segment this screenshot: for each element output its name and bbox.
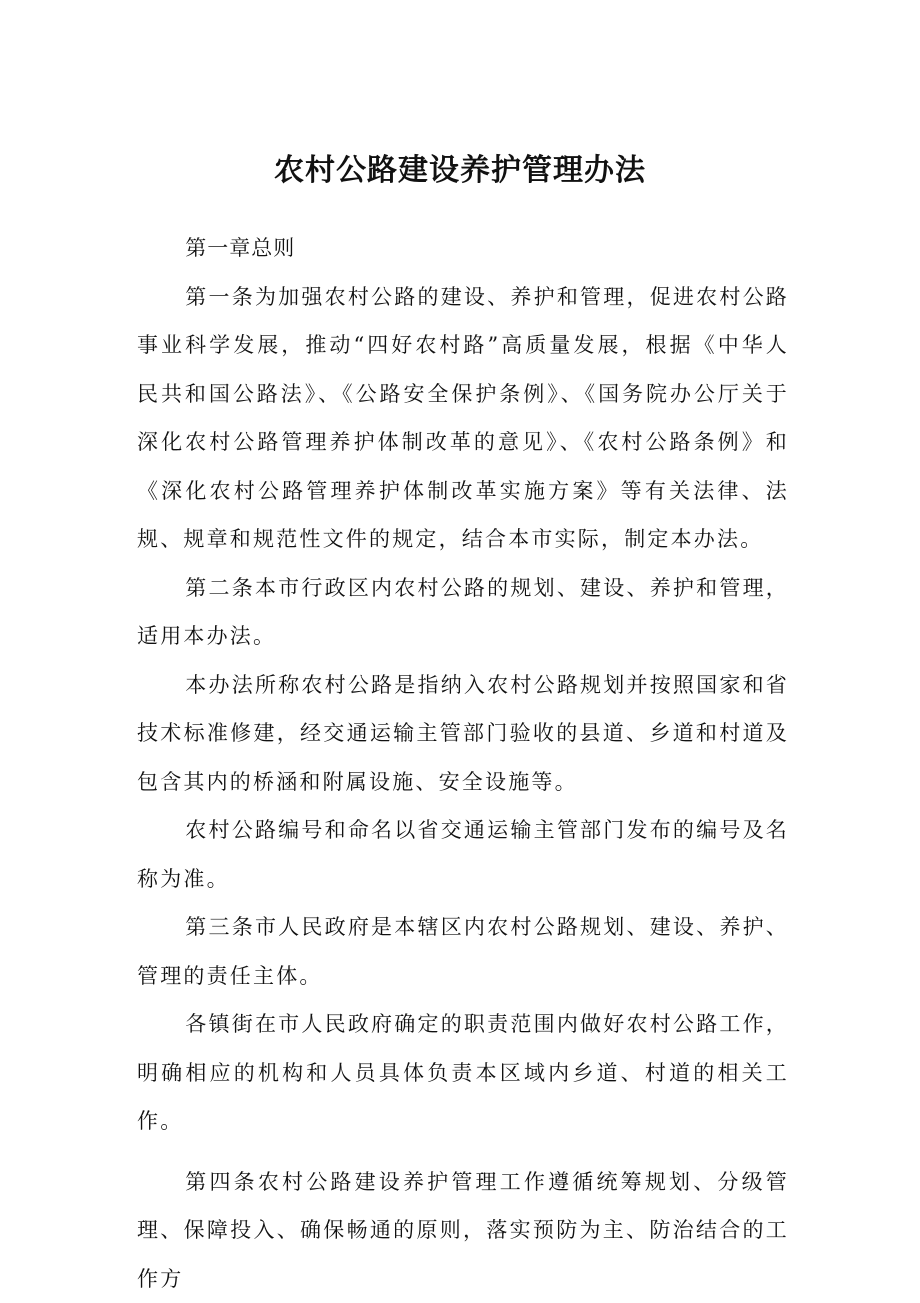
- article-2-numbering-paragraph: 农村公路编号和命名以省交通运输主管部门发布的编号及名称为准。: [137, 806, 789, 903]
- article-3-towns-paragraph: 各镇街在市人民政府确定的职责范围内做好农村公路工作，明确相应的机构和人员具体负责本区域内乡道、村道的相关工作。: [137, 1000, 789, 1146]
- article-2-definition-paragraph: 本办法所称农村公路是指纳入农村公路规划并按照国家和省技术标准修建，经交通运输主管部门验收的县道、乡道和村道及包含其内的桥涵和附属设施、安全设施等。: [137, 661, 789, 807]
- article-2-paragraph: 第二条本市行政区内农村公路的规划、建设、养护和管理，适用本办法。: [137, 564, 789, 661]
- document-body: [137, 224, 789, 1303]
- article-3-paragraph: 第三条市人民政府是本辖区内农村公路规划、建设、养护、管理的责任主体。: [137, 903, 789, 1000]
- document-title: 农村公路建设养护管理办法: [0, 148, 920, 194]
- chapter-heading: 第一章总则: [137, 224, 789, 273]
- article-1-paragraph: 第一条为加强农村公路的建设、养护和管理，促进农村公路事业科学发展，推动“四好农村路”高质量发展，根据《中华人民共和国公路法》、《公路安全保护条例》、《国务院办公厅关于深化农村公路管理养护体制改革的意见》、《农村公路条例》和《深化农村公路管理养护体制改革实施方案》等有关法律、法规、规章和规范性文件的规定，结合本市实际，制定本办法。: [137, 273, 789, 564]
- article-4-paragraph: 第四条农村公路建设养护管理工作遵循统筹规划、分级管理、保障投入、确保畅通的原则，落实预防为主、防治结合的工作方: [137, 1158, 789, 1303]
